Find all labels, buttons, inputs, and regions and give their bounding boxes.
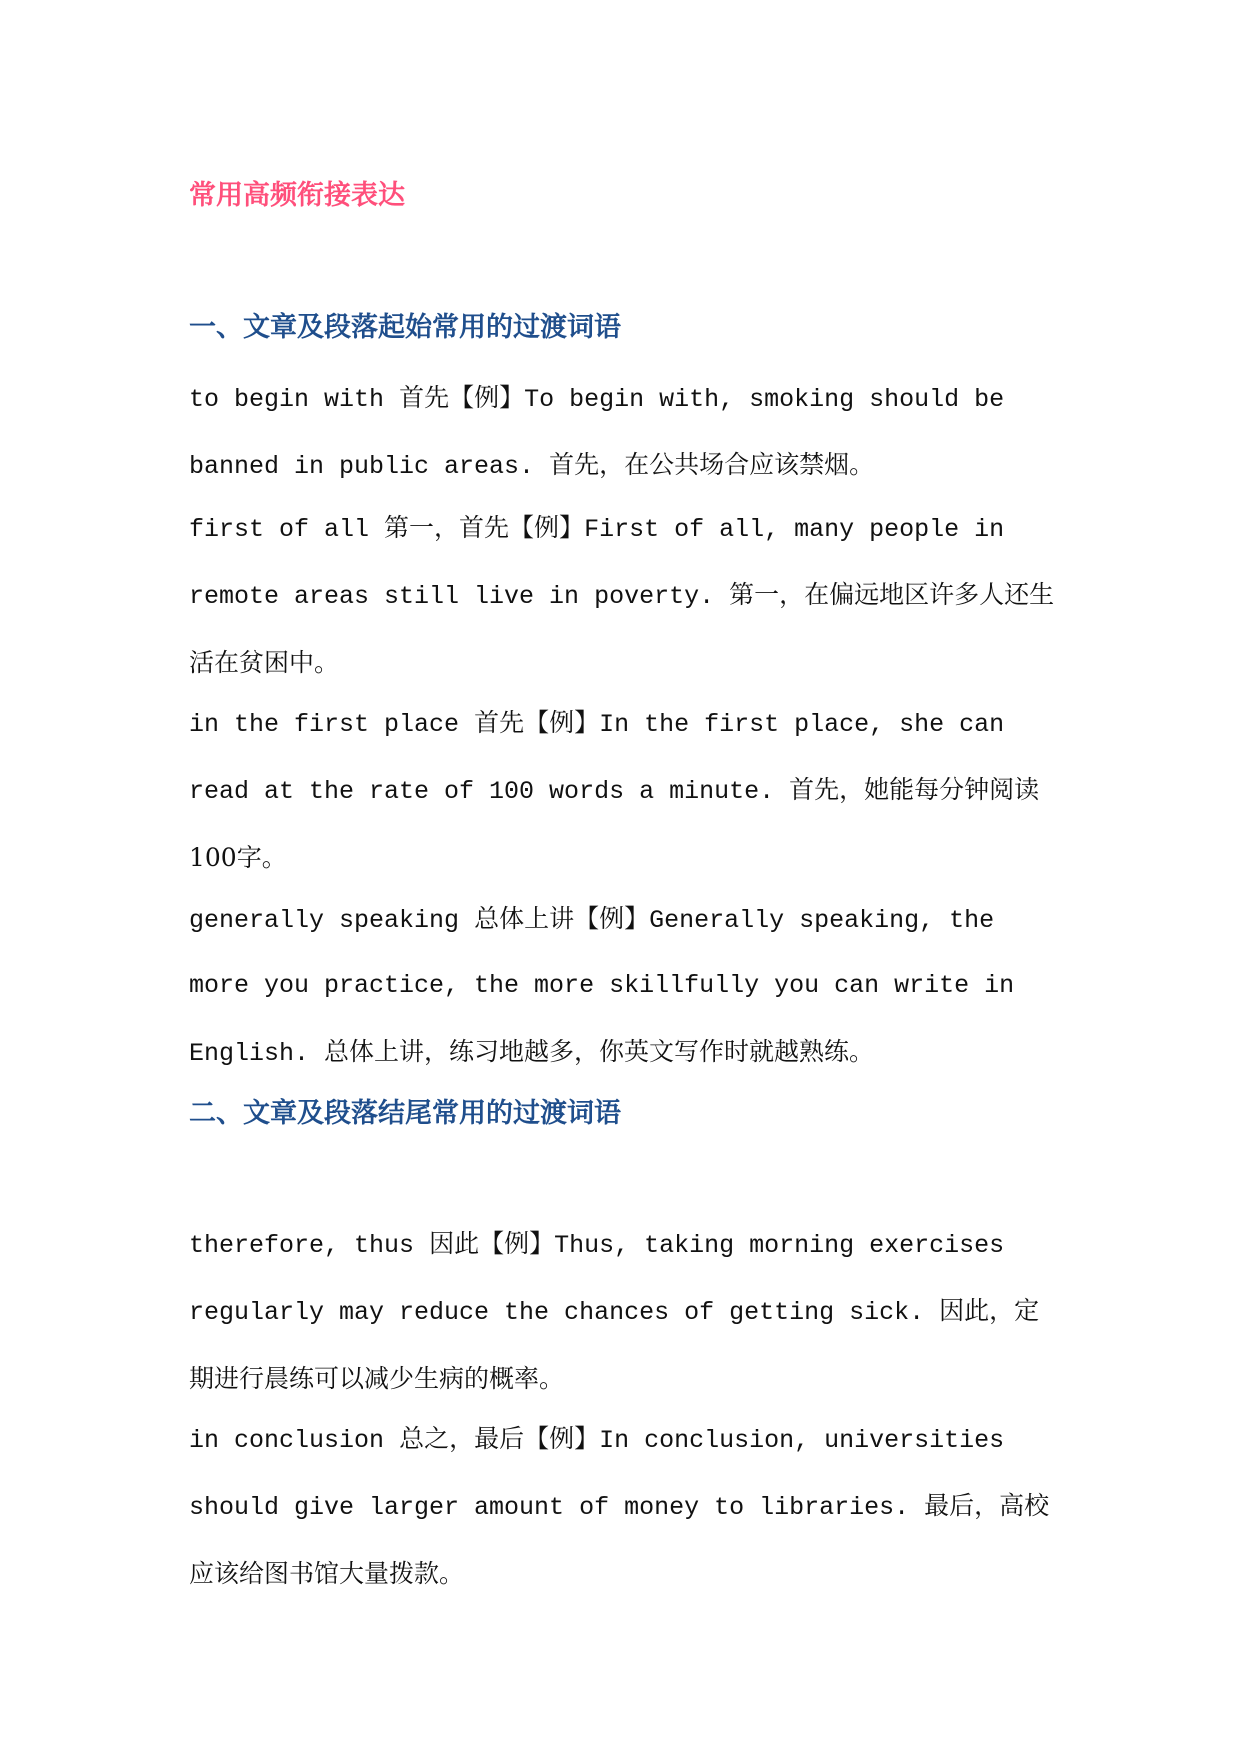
entry-phrase: generally speaking (189, 906, 460, 935)
entry-meaning: 首先【例】 (474, 708, 600, 737)
entry-therefore-thus (189, 1211, 1059, 1413)
entry-phrase: first of all (189, 515, 370, 544)
section-heading-ending-transitions: 二、文章及段落结尾常用的过渡词语 (189, 1098, 621, 1129)
document-title: 常用高频衔接表达 (189, 180, 405, 211)
entry-phrase: to begin with (189, 385, 385, 414)
entry-translation: 首先，她能每分钟阅读100字。 (189, 775, 1040, 872)
entry-translation: 首先，在公共场合应该禁烟。 (549, 450, 875, 480)
entry-meaning: 因此【例】 (429, 1229, 555, 1258)
entry-to-begin-with (189, 365, 1059, 500)
entry-meaning: 首先【例】 (399, 383, 525, 412)
section-heading-beginning-transitions: 一、文章及段落起始常用的过渡词语 (189, 312, 621, 343)
entry-meaning: 总体上讲【例】 (474, 904, 650, 933)
entry-generally-speaking (189, 886, 1059, 1086)
entry-example: In the first place, she can read at the rate of 100 words a minute. (189, 710, 1005, 807)
entry-phrase: in conclusion (189, 1426, 385, 1455)
entry-example: Thus, taking morning exercises regularly may reduce the chances of getting sick. (189, 1231, 1005, 1328)
entry-in-conclusion (189, 1406, 1059, 1608)
entry-translation: 最后，高校应该给图书馆大量拨款。 (189, 1491, 1050, 1588)
entry-translation: 因此，定期进行晨练可以减少生病的概率。 (189, 1296, 1040, 1393)
entry-example: In conclusion, universities should give larger amount of money to libraries. (189, 1426, 1005, 1523)
entry-meaning: 第一，首先【例】 (384, 513, 585, 542)
entry-example: Generally speaking, the more you practice, the more skillfully you can write in English. (189, 906, 1015, 1068)
entry-first-of-all (189, 495, 1059, 697)
entry-example: To begin with, smoking should be banned in public areas. (189, 385, 1005, 482)
entry-example: First of all, many people in remote areas still live in poverty. (189, 515, 1005, 612)
entry-translation: 总体上讲，练习地越多，你英文写作时就越熟练。 (324, 1036, 875, 1066)
entry-translation: 第一，在偏远地区许多人还生活在贫困中。 (189, 580, 1055, 677)
entry-phrase: in the first place (189, 710, 460, 739)
entry-phrase: therefore, thus (189, 1231, 415, 1260)
entry-meaning: 总之，最后【例】 (399, 1424, 600, 1453)
entry-in-the-first-place (189, 690, 1059, 892)
